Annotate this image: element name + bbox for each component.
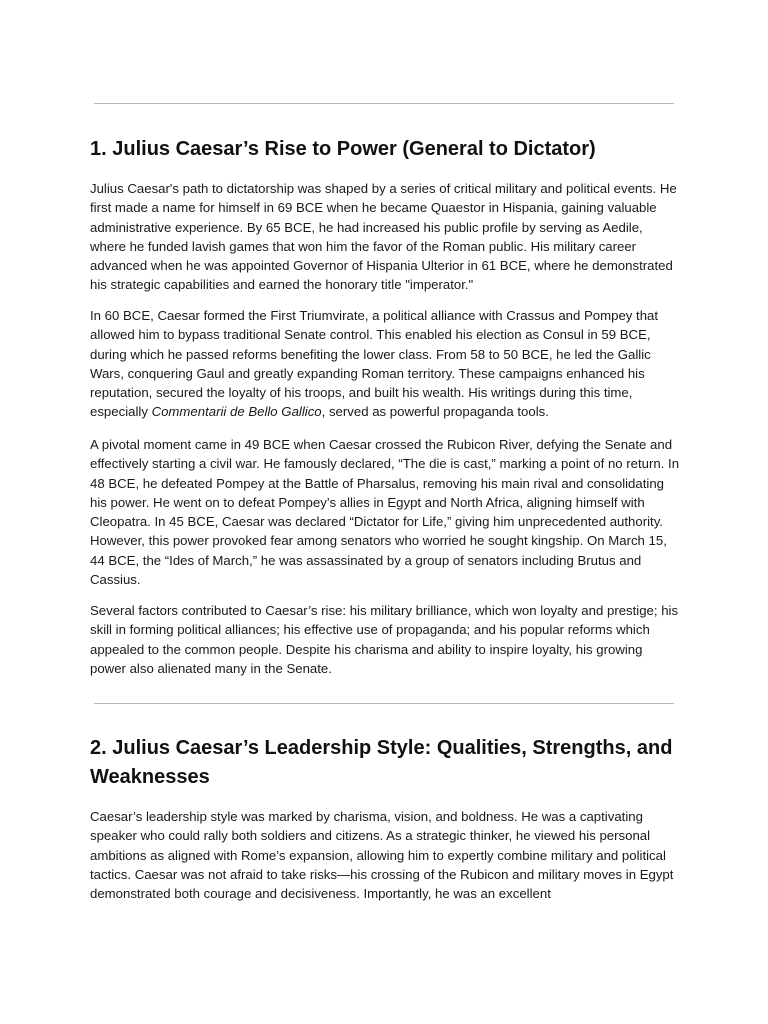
section-2-paragraph-1: Caesar’s leadership style was marked by charisma, vision, and boldness. He was a captivating speaker who could rally both soldiers and citizens. As a strategic thinker, he viewed his personal ambitions as aligned with Rome’s expansion, allowing him to expertly combine military and political tactics. Caesar was not afraid to take risks—his crossing of the Rubicon and military moves in Egypt demonstrated both courage and decisiveness. Importantly, he was an excellent <box>90 809 674 902</box>
section-1-heading: 1. Julius Caesar’s Rise to Power (General to Dictator) <box>90 138 596 160</box>
horizontal-rule-top <box>94 103 674 104</box>
paragraph-2-italic-title: Commentarii de Bello Gallico <box>151 404 322 420</box>
section-1-paragraph-1: Julius Caesar's path to dictatorship was shaped by a series of critical military and political events. He first made a name for himself in 69 BCE when he became Quaestor in Hispania, gaining valuable administrative experience. By 65 BCE, he had increased his public profile by serving as Aedile, where he funded lavish games that won him the favor of the Roman public. His military career advanced when he was appointed Governor of Hispania Ulterior in 61 BCE, where he demonstrated his strategic capabilities and earned the honorary title "imperator." <box>90 181 677 293</box>
section-1-paragraph-4: Several factors contributed to Caesar’s rise: his military brilliance, which won loyalty and prestige; his skill in forming political alliances; his effective use of propaganda; and his popular reforms which appealed to the common people. Despite his charisma and ability to inspire loyalty, his growing power also alienated many in the Senate. <box>90 603 679 676</box>
paragraph-2-text-end: , served as powerful propaganda tools. <box>321 404 549 420</box>
section-1-paragraph-3: A pivotal moment came in 49 BCE when Caesar crossed the Rubicon River, defying the Senate and effectively starting a civil war. He famously declared, “The die is cast,” marking a point of no return. In 48 BCE, he defeated Pompey at the Battle of Pharsalus, removing his main rival and consolidating his power. He went on to defeat Pompey’s allies in Egypt and North Africa, aligning himself with Cleopatra. In 45 BCE, Caesar was declared “Dictator for Life,” giving him unprecedented authority. However, this power provoked fear among senators who worried he sought kingship. On March 15, 44 BCE, the “Ides of March,” he was assassinated by a group of senators including Brutus and Cassius. <box>90 437 680 588</box>
paragraph-2-text-start: In 60 BCE, Caesar formed the First Triumvirate, a political alliance with Crassus and Pompey that allowed him to bypass traditional Senate control. This enabled his election as Consul in 59 BCE, during which he passed reforms benefiting the lower class. From 58 to 50 BCE, he led the Gallic Wars, conquering Gaul and greatly expanding Roman territory. These campaigns enhanced his reputation, secured the loyalty of his troops, and built his wealth. His writings during this time, especially <box>90 308 659 420</box>
section-2-heading: 2. Julius Caesar’s Leadership Style: Qualities, Strengths, and Weaknesses <box>90 737 673 788</box>
horizontal-rule-middle <box>94 703 674 704</box>
section-1-paragraph-2 <box>90 306 680 422</box>
